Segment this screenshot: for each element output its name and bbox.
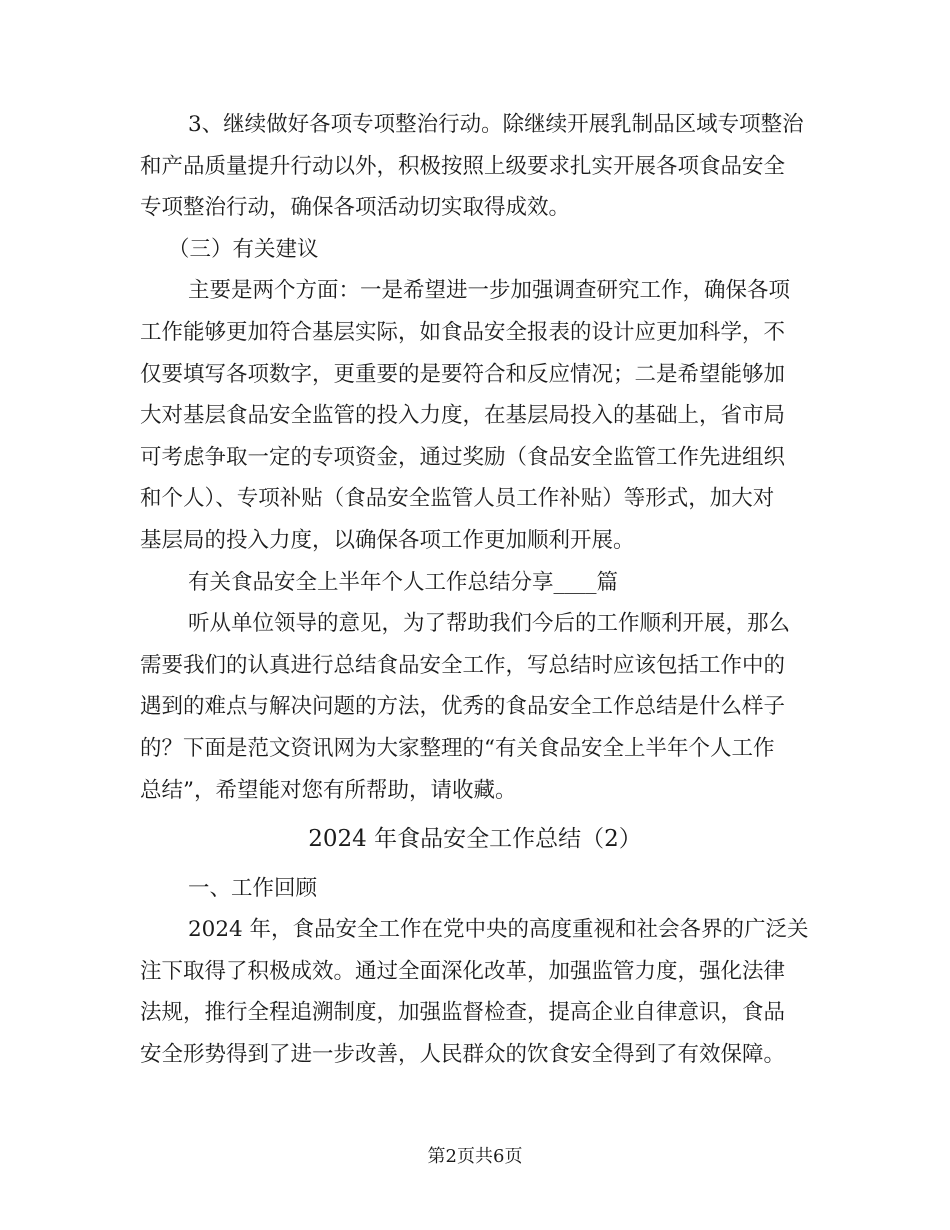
text-line: 注下取得了积极成效。通过全面深化改革，加强监管力度，强化法律 bbox=[140, 958, 786, 984]
text-line: 主要是两个方面：一是希望进一步加强调查研究工作，确保各项 bbox=[188, 278, 791, 304]
text-line: 可考虑争取一定的专项资金，通过奖励（食品安全监管工作先进组织 bbox=[140, 444, 786, 470]
paragraph bbox=[140, 104, 810, 229]
paragraph bbox=[140, 603, 810, 811]
document-body bbox=[140, 104, 810, 1076]
text-line: 总结”，希望能对您有所帮助，请收藏。 bbox=[140, 777, 517, 803]
paragraph bbox=[140, 909, 810, 1075]
text-line: 安全形势得到了进一步改善，人民群众的饮食安全得到了有效保障。 bbox=[140, 1042, 786, 1068]
text-line: 专项整治行动，确保各项活动切实取得成效。 bbox=[140, 195, 571, 221]
text-line: 仅要填写各项数字，更重要的是要符合和反应情况；二是希望能够加 bbox=[140, 361, 786, 387]
text-line: 基层局的投入力度，以确保各项工作更加顺利开展。 bbox=[140, 527, 635, 553]
text-line: 听从单位领导的意见，为了帮助我们今后的工作顺利开展，那么 bbox=[188, 611, 791, 637]
text-line: 和产品质量提升行动以外，积极按照上级要求扎实开展各项食品安全 bbox=[140, 153, 786, 179]
text-line: 需要我们的认真进行总结食品安全工作，写总结时应该包括工作中的 bbox=[140, 652, 786, 678]
text-line: 3、继续做好各项专项整治行动。除继续开展乳制品区域专项整治 bbox=[188, 112, 804, 137]
share-title: 有关食品安全上半年个人工作总结分享____篇 bbox=[188, 569, 619, 595]
text-line: 和个人）、专项补贴（食品安全监管人员工作补贴）等形式，加大对 bbox=[140, 486, 775, 512]
section-title: 2024 年食品安全工作总结（2） bbox=[308, 826, 642, 853]
text-line: 法规，推行全程追溯制度，加强监督检查，提高企业自律意识，食品 bbox=[140, 1000, 786, 1026]
text-line: 大对基层食品安全监管的投入力度，在基层局投入的基础上，省市局 bbox=[140, 403, 786, 429]
subheading: 一、工作回顾 bbox=[188, 875, 318, 901]
page-footer: 第2页共6页 bbox=[427, 1146, 523, 1167]
text-line: 工作能够更加符合基层实际，如食品安全报表的设计应更加科学，不 bbox=[140, 319, 786, 345]
text-line: 2024 年，食品安全工作在党中央的高度重视和社会各界的广泛关 bbox=[188, 917, 809, 943]
subheading: （三）有关建议 bbox=[168, 236, 319, 262]
text-line: 遇到的难点与解决问题的方法，优秀的食品安全工作总结是什么样子 bbox=[140, 694, 786, 720]
paragraph bbox=[140, 270, 810, 561]
text-line: 的？下面是范文资讯网为大家整理的“有关食品安全上半年个人工作 bbox=[140, 735, 775, 761]
